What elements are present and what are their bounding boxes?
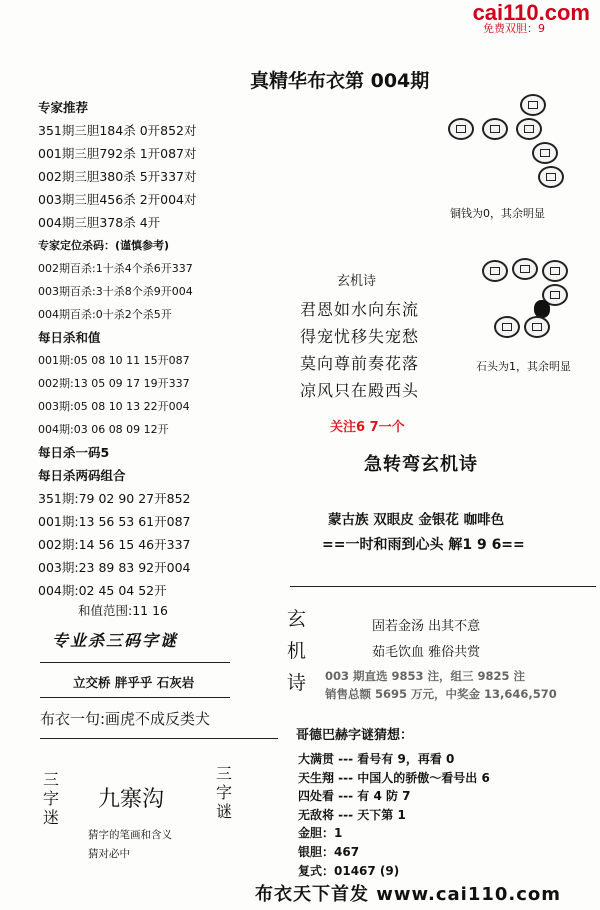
list-item: 004期百杀:0十杀2个杀5开: [38, 308, 172, 321]
riddle-title: 哥德巴赫字谜猜想：: [296, 728, 414, 743]
riddle-list: [298, 750, 490, 880]
site-logo: cai110.com: [472, 0, 590, 25]
list-item: 大满贯 --- 看号有 9，再看 0: [298, 752, 455, 766]
divider: [290, 586, 596, 587]
stats-line: 销售总额 5695 万元，中奖金 13,646,570: [325, 687, 557, 701]
coin-icon: [532, 142, 558, 164]
divider: [40, 697, 230, 698]
sales-stats: [325, 667, 557, 703]
clue-solution: ==一时和雨到心头 解1 9 6==: [322, 537, 525, 553]
poem-line: 莫向尊前奏花落: [300, 354, 420, 373]
list-item: 003期:23 89 83 92开004: [38, 560, 191, 575]
stones-caption: 石头为1，其余明显: [476, 360, 571, 373]
hint-line: 猜字的笔画和含义: [88, 829, 172, 841]
focus-note: 关注6 7一个: [330, 420, 405, 435]
coins-figure: [440, 92, 590, 202]
list-item: 天生翔 --- 中国人的骄傲～看号出 6: [298, 770, 490, 785]
coin-icon: [482, 118, 508, 140]
coin-icon: [516, 118, 542, 140]
vertical-char: 字: [42, 789, 59, 808]
urgent-title: 急转弯玄机诗: [364, 454, 478, 475]
coin-icon: [542, 260, 568, 282]
kill-one-title: 每日杀一码5: [38, 445, 110, 460]
footer: 布衣天下首发 www.cai110.com: [255, 884, 562, 905]
vertical-char: 三: [215, 764, 232, 783]
riddle-word: 九寨沟: [98, 787, 165, 812]
riddle-words: 立交桥 胖乎乎 石灰岩: [73, 675, 195, 690]
poem-lines: [300, 296, 419, 404]
list-item: 无敌将 --- 天下第 1: [298, 807, 406, 822]
xuanji-line: 固若金汤 出其不意: [372, 619, 481, 634]
vertical-label-right: [215, 764, 233, 821]
expert-title: 专家推荐: [38, 100, 89, 115]
coin-icon: [524, 316, 550, 338]
coin-icon: [494, 316, 520, 338]
sum-kill-title: 每日杀和值: [38, 330, 101, 345]
list-item: 003期三胆456杀 2开004对: [38, 192, 197, 207]
list-item: 001期:05 08 10 11 15开087: [38, 354, 190, 367]
list-item: 四处看 --- 有 4 防 7: [298, 789, 411, 804]
vertical-char: 玄: [287, 608, 307, 630]
vertical-char: 谜: [215, 802, 232, 821]
xuanji-vertical-title: [287, 603, 311, 699]
pair-kill-title: 每日杀两码组合: [38, 468, 126, 483]
position-kill-title: 专家定位杀码：(谨慎参考): [38, 239, 170, 252]
coin-icon: [448, 118, 474, 140]
coin-icon: [538, 166, 564, 188]
list-item: 001期:13 56 53 61开087: [38, 514, 191, 529]
vertical-label-left: [42, 770, 60, 827]
poem-line: 君恩如水向东流: [300, 300, 420, 319]
riddle-hint: [88, 826, 172, 864]
kill-three-title: 专业杀三码字谜: [52, 631, 179, 650]
vertical-char: 诗: [287, 672, 307, 694]
list-item: 002期:13 05 09 17 19开337: [38, 377, 190, 390]
xuanji-lines: [372, 614, 480, 666]
list-item: 002期:14 56 15 46开337: [38, 537, 191, 552]
hint-line: 猜对必中: [88, 848, 130, 860]
poem-title: 玄机诗: [337, 274, 377, 289]
page-title: 真精华布衣第 004期: [250, 70, 430, 92]
divider: [40, 662, 230, 663]
coin-icon: [512, 258, 538, 280]
vertical-char: 机: [287, 640, 307, 662]
clue-words: 蒙古族 双眼皮 金银花 咖啡色: [328, 512, 505, 528]
list-item: 351期:79 02 90 27开852: [38, 491, 191, 506]
list-item: 002期三胆380杀 5开337对: [38, 169, 197, 184]
expert-column: [38, 96, 278, 620]
list-item: 001期三胆792杀 1开087对: [38, 146, 197, 161]
list-item: 银胆：467: [298, 844, 360, 859]
list-item: 003期:05 08 10 13 22开004: [38, 400, 190, 413]
free-pair-badge: 免费双胆：9: [483, 22, 545, 35]
coins-caption: 铜钱为0，其余明显: [450, 207, 545, 220]
list-item: 004期三胆378杀 4开: [38, 215, 161, 230]
vertical-char: 字: [215, 783, 232, 802]
buyi-saying: 布衣一句:画虎不成反类犬: [40, 710, 211, 728]
list-item: 003期百杀:3十杀8个杀9开004: [38, 285, 193, 298]
list-item: 002期百杀:1十杀4个杀6开337: [38, 262, 193, 275]
list-item: 004期:02 45 04 52开: [38, 583, 167, 598]
vertical-char: 迷: [42, 808, 59, 827]
list-item: 004期:03 06 08 09 12开: [38, 423, 169, 436]
sum-range: 和值范围:11 16: [78, 603, 168, 618]
stones-figure: [478, 256, 588, 346]
stats-line: 003 期直选 9853 注，组三 9825 注: [325, 669, 526, 683]
list-item: 复式：01467 (9): [298, 863, 400, 878]
list-item: 351期三胆184杀 0开852对: [38, 123, 197, 138]
vertical-char: 三: [42, 770, 59, 789]
xuanji-line: 茹毛饮血 雅俗共赏: [372, 645, 481, 660]
coin-icon: [482, 260, 508, 282]
list-item: 金胆：1: [298, 826, 343, 841]
divider: [40, 738, 278, 739]
poem-line: 凉风只在殿西头: [300, 381, 420, 400]
poem-line: 得宠忧移失宠愁: [300, 327, 420, 346]
coin-icon: [520, 94, 546, 116]
